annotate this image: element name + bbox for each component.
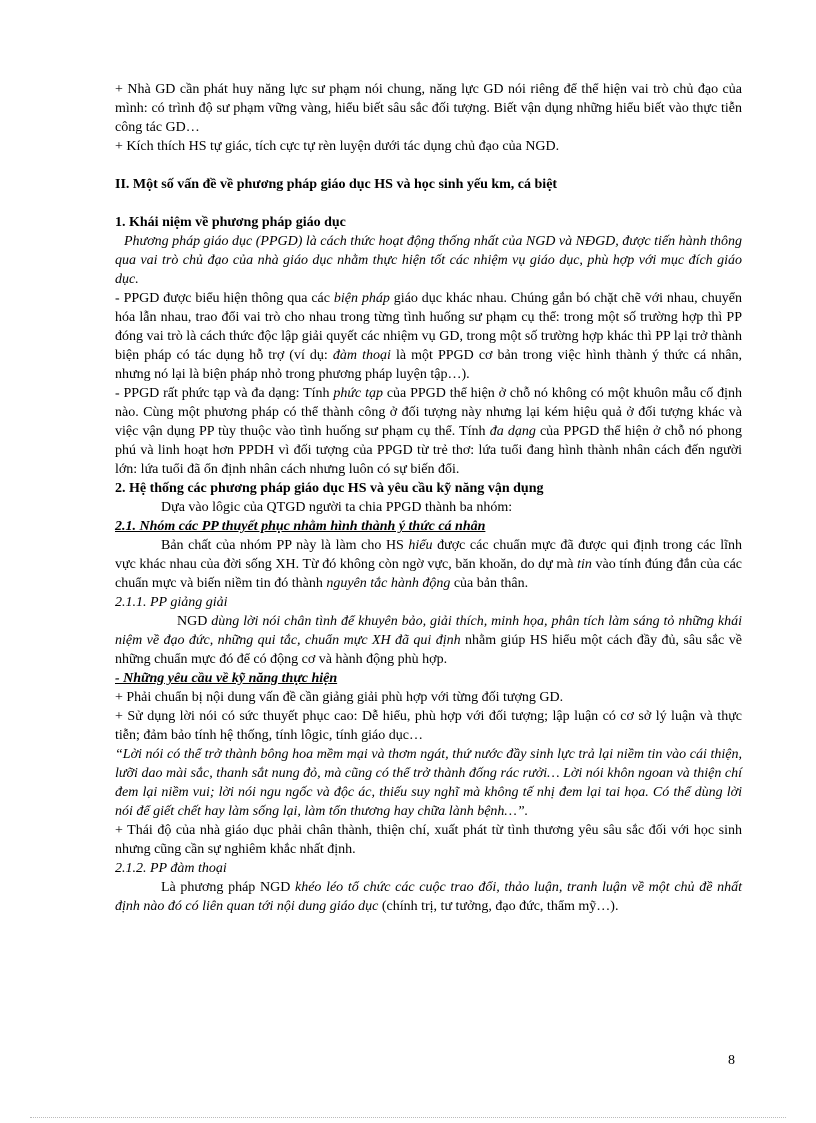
paragraph: Dựa vào lôgic của QTGD người ta chia PPGD thành ba nhóm: xyxy=(161,500,513,515)
paragraph: NGD dùng lời nói chân tình để khuyên bảo, giải thích, minh họa, phân tích làm sáng tỏ những khái niệm về đạo đức, những qui tắc, chuẩn mực XH đã qui định nhằm giúp HS hiểu một cách đầy đủ, sâu sắc về những chuẩn mực đó để có động cơ và hành động phù hợp. xyxy=(115,614,742,667)
definition-paragraph: Phương pháp giáo dục (PPGD) là cách thức hoạt động thống nhất của NGD và NĐGD, được tiến hành thông qua vai trò chủ đạo của nhà giáo dục nhằm thực hiện tốt các nhiệm vụ giáo dục, phù hợp với mục đích giáo dục. xyxy=(115,234,742,287)
page-number: 8 xyxy=(728,1053,735,1068)
paragraph: + Sử dụng lời nói có sức thuyết phục cao: Dễ hiểu, phù hợp với đối tượng; lập luận có cơ sở lý luận và thực tiễn; đảm bảo tính hệ thống, tính lôgic, tính giáo dục… xyxy=(115,709,742,743)
method-heading: 2.1.2. PP đàm thoại xyxy=(115,861,227,876)
paragraph: - PPGD được biểu hiện thông qua các biện pháp giáo dục khác nhau. Chúng gắn bó chặt chẽ với nhau, chuyển hóa lẫn nhau, trao đổi vai trò cho nhau trong từng tình huống sư phạm cụ thể: trong một số trường hợp thì PP đóng vai trò là cách thức độc lập giải quyết các nhiệm vụ GD, trong một số trường hợp khác thì PP lại trở thành biện pháp có tác dụng hỗ trợ (ví dụ: đàm thoại là một PPGD cơ bản trong việc hình thành ý thức cá nhân, nhưng nó lại là biện pháp nhỏ trong phương pháp luyện tập…). xyxy=(115,291,743,382)
subsection-heading: 2. Hệ thống các phương pháp giáo dục HS và yêu cầu kỹ năng vận dụng xyxy=(115,481,544,496)
subsection-heading: 1. Khái niệm về phương pháp giáo dục xyxy=(115,215,346,230)
subsubsection-heading: 2.1. Nhóm các PP thuyết phục nhằm hình thành ý thức cá nhân xyxy=(115,519,486,534)
requirements-heading: - Những yêu cầu về kỹ năng thực hiện xyxy=(115,671,338,686)
paragraph: Bản chất của nhóm PP này là làm cho HS hiểu được các chuẩn mực đã được qui định trong các lĩnh vực khác nhau của đời sống XH. Từ đó không còn ngờ vực, băn khoăn, do dự mà tin vào tính đúng đắn của các chuẩn mực và biến niềm tin đó thành nguyên tắc hành động của bản thân. xyxy=(115,538,742,591)
paragraph: + Phải chuẩn bị nội dung vấn đề cần giảng giải phù hợp với từng đối tượng GD. xyxy=(115,690,564,705)
paragraph: + Thái độ của nhà giáo dục phải chân thành, thiện chí, xuất phát từ tình thương yêu sâu sắc đối với học sinh nhưng cũng cần sự nghiêm khắc nhất định. xyxy=(115,823,742,857)
method-heading: 2.1.1. PP giảng giải xyxy=(115,595,228,610)
quote-paragraph: “Lời nói có thể trở thành bông hoa mềm mại và thơm ngát, thứ nước đầy sinh lực trả lại niềm tin vào cái thiện, lưỡi dao mài sắc, thanh sắt nung đỏ, mà cũng có thể trở thành đống rác rưởi… Lời nói khôn ngoan và thiện chí đem lại niềm vui; lời nói ngu ngốc và độc ác, thiếu suy nghĩ mà không tế nhị đem lại tai họa. Có thể dùng lời nói để giết chết hay làm sống lại, làm tổn thương hay chữa lành bệnh…”. xyxy=(115,747,742,819)
section-heading: II. Một số vấn đề về phương pháp giáo dục HS và học sinh yếu km, cá biệt xyxy=(115,177,558,192)
page-footer-divider xyxy=(30,1117,786,1118)
document-page xyxy=(115,80,742,916)
paragraph: + Kích thích HS tự giác, tích cực tự rèn luyện dưới tác dụng chủ đạo của NGD. xyxy=(115,139,560,154)
paragraph: + Nhà GD cần phát huy năng lực sư phạm nói chung, năng lực GD nói riêng để thể hiện vai trò chủ đạo của mình: có trình độ sư phạm vững vàng, hiểu biết sâu sắc đối tượng. Biết vận dụng những hiểu biết vào thực tiễn công tác GD… xyxy=(115,82,742,135)
paragraph: Là phương pháp NGD khéo léo tổ chức các cuộc trao đổi, thảo luận, tranh luận về một chủ đề nhất định nào đó có liên quan tới nội dung giáo dục (chính trị, tư tưởng, đạo đức, thẩm mỹ…). xyxy=(115,880,742,914)
paragraph: - PPGD rất phức tạp và đa dạng: Tính phức tạp của PPGD thể hiện ở chỗ nó không có một khuôn mẫu cố định nào. Cùng một phương pháp có thể thành công ở đối tượng này nhưng lại kém hiệu quả ở đối tượng khác và việc vận dụng PP tùy thuộc vào tình huống sư phạm cụ thể. Tính đa dạng của PPGD thể hiện ở chỗ nó phong phú và linh hoạt hơn PPDH vì đối tượng của PPGD từ trẻ thơ: lứa tuổi đang hình thành nhân cách đến người lớn: lứa tuổi đã ổn định nhân cách nhưng luôn có sự biến đổi. xyxy=(115,386,742,477)
